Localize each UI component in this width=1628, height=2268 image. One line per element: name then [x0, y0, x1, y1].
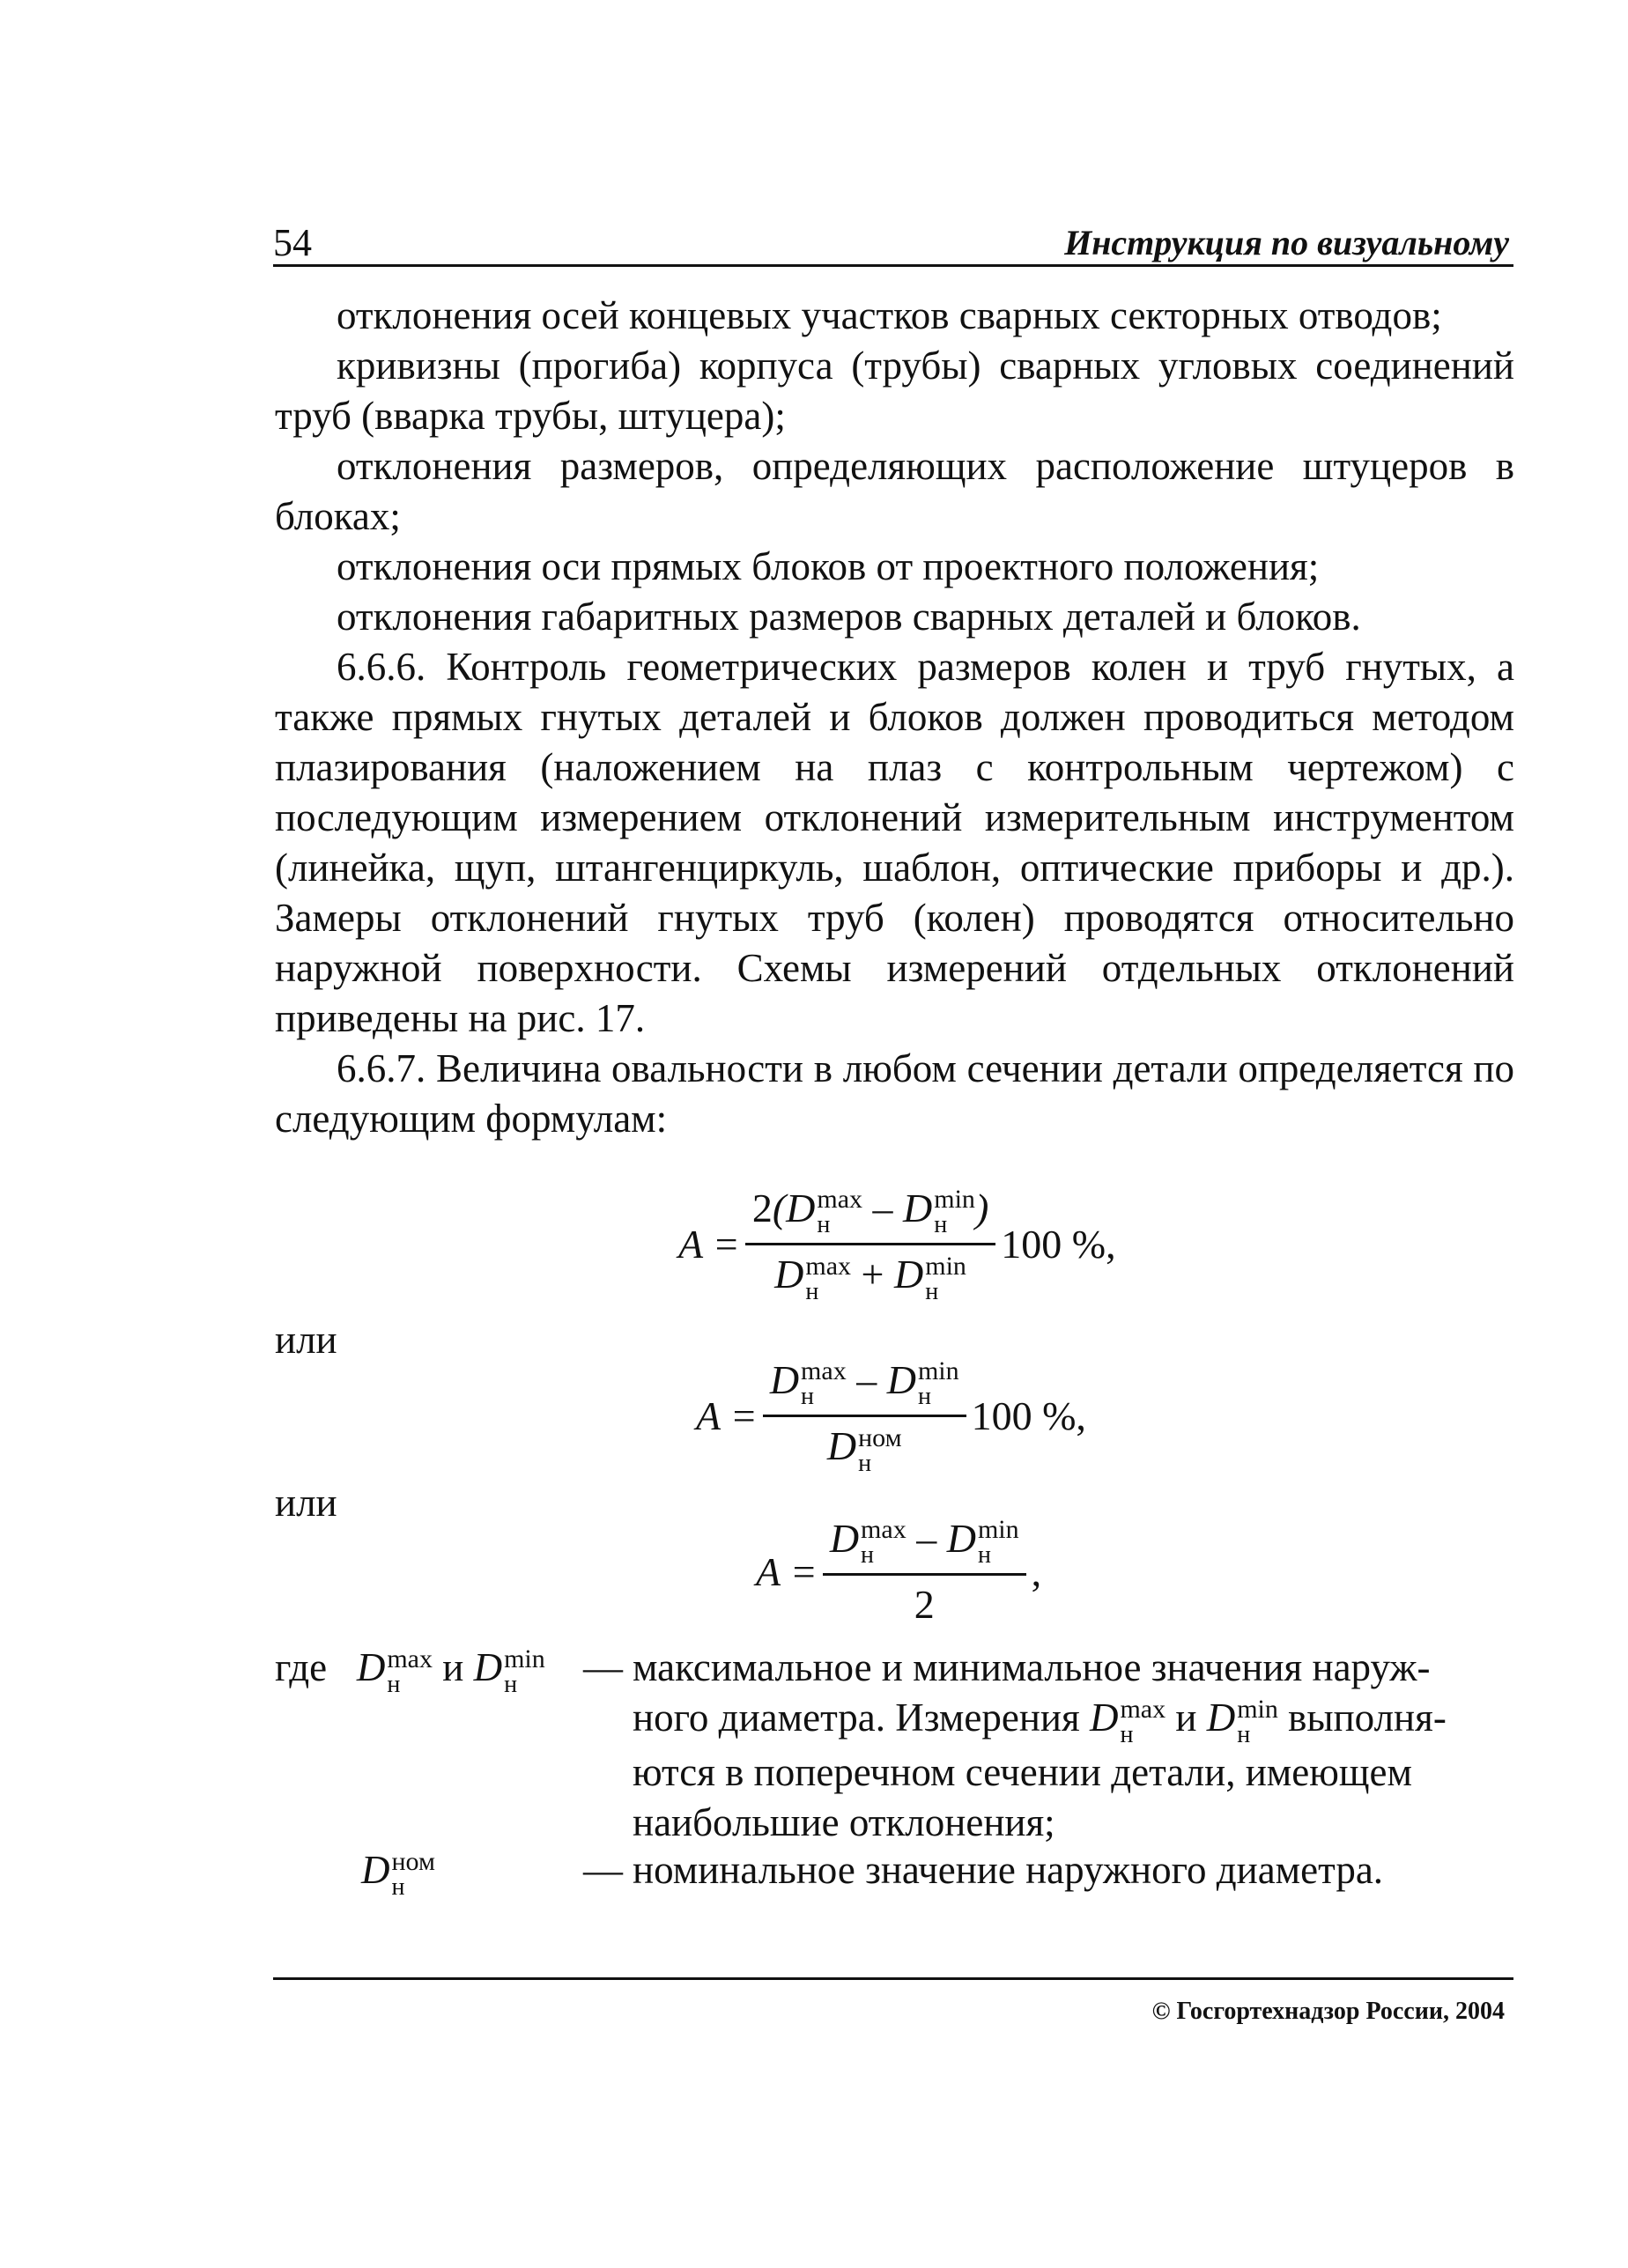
- paragraph: отклонения оси прямых блоков от проектного положения;: [337, 544, 1320, 588]
- formula-lhs: A =: [756, 1548, 818, 1594]
- definition-dash: —: [583, 1848, 623, 1892]
- fraction: [763, 1356, 966, 1476]
- paragraph: 6.6.6. Контроль геометрических размеров колен и труб гнутых, а также прямых гнутых деталей и блоков должен проводиться методом плазирования (наложением на плаз с контрольным чертежом) с последующим измерением отклонений измерительным инструментом (линейка, щуп, штангенциркуль, шаблон, оптические приборы и др.). Замеры отклонений гнутых труб (колен) проводятся относительно наружной поверхности. Схемы измерений отдельных отклонений приведены на рис. 17.: [275, 645, 1514, 1040]
- body-text: [275, 291, 1514, 1144]
- footer-rule: [273, 1977, 1513, 1980]
- fraction: [745, 1185, 995, 1304]
- numerator: D max н – D min н: [763, 1356, 966, 1417]
- formula-ovality-1: [678, 1185, 1116, 1304]
- copyright-notice: © Госгортехнадзор России, 2004: [1151, 1998, 1505, 2025]
- paragraph: кривизны (прогиба) корпуса (трубы) сварных угловых соединений труб (вварка трубы, штуцера);: [275, 344, 1514, 438]
- fraction: [823, 1515, 1026, 1628]
- numerator: 2(D max н – D min н ): [745, 1185, 995, 1245]
- definition-nominal: номинальное значение наружного диаметра.: [633, 1848, 1384, 1892]
- numerator: D max н – D min н: [823, 1515, 1026, 1576]
- formula-ovality-2: [696, 1356, 1086, 1476]
- formula-tail: 100 %,: [1001, 1222, 1116, 1267]
- paragraph: отклонения осей концевых участков сварных секторных отводов;: [337, 293, 1442, 337]
- connector-word: или: [275, 1481, 337, 1525]
- formula-ovality-3: [756, 1515, 1041, 1628]
- paragraph: отклонения размеров, определяющих расположение штуцеров в блоках;: [275, 444, 1514, 538]
- connector-word: или: [275, 1318, 337, 1362]
- where-term-2: D ном н: [361, 1846, 435, 1901]
- formula-lhs: A =: [696, 1393, 758, 1439]
- definition-max-min: максимальное и минимальное значения наруж- ного диаметра. Измерения D max н и D min н выполня- ются в поперечном сечении детали, имеющем наибольшие отклонения;: [633, 1645, 1447, 1844]
- where-term-1: где D max н и D min н: [275, 1644, 545, 1698]
- formula-tail: 100 %,: [971, 1393, 1086, 1439]
- paragraph: отклонения габаритных размеров сварных деталей и блоков.: [337, 595, 1361, 639]
- formula-tail: ,: [1031, 1548, 1042, 1594]
- denominator: 2: [914, 1582, 935, 1628]
- denominator: D ном н: [826, 1422, 902, 1477]
- denominator: D max н + D min н: [774, 1251, 966, 1305]
- definition-dash: —: [583, 1645, 623, 1689]
- paragraph: 6.6.7. Величина овальности в любом сечении детали определяется по следующим формулам:: [275, 1046, 1514, 1141]
- header-rule: [273, 264, 1513, 267]
- formula-lhs: A =: [678, 1222, 740, 1267]
- running-title: Инструкция по визуальному: [1064, 223, 1509, 262]
- page-number: 54: [273, 221, 312, 264]
